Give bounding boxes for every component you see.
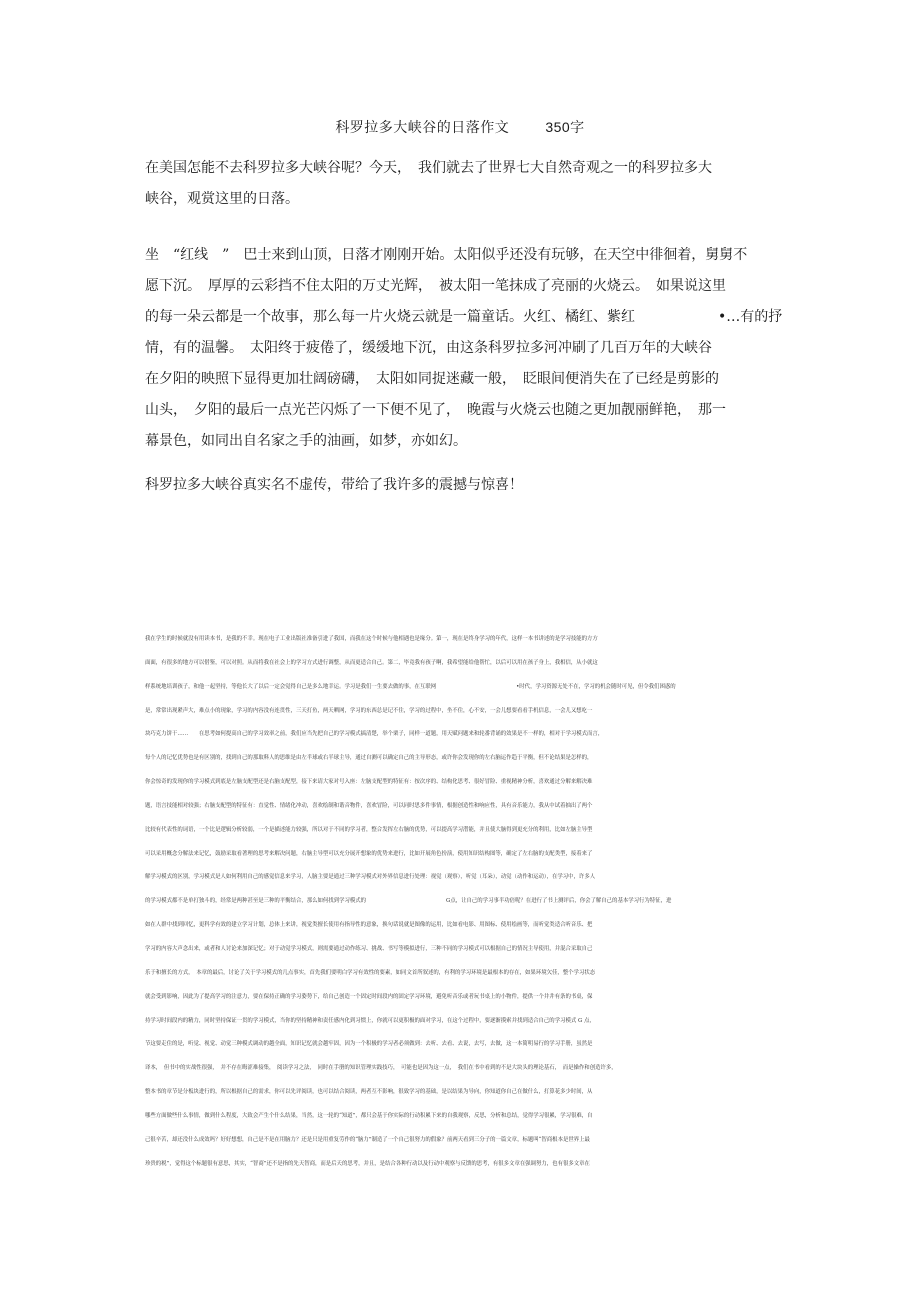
fine-line: 学习的内容大声念出来，或者和人讨论来加深记忆；对于动觉学习模式，则需要通过动作练习、挑战、书写等模拟进行，三种不同的学习模式可以根据自己的情况主导使用，并混合采取自己 xyxy=(145,945,593,952)
fine-line: 己很辛苦，却还没什么成效吗？好好想想，自己是不是在用脑力？还是只是用重复劳作的“脑力”制造了一个自己很努力的假象？前两天看到三分子的一篇文章，标题叫“智商根本是世界上最 xyxy=(145,1136,590,1143)
essay-line: 在夕阳的映照下显得更加壮阔磅礴， 太阳如同捉迷藏一般， 眨眼间便消失在了已经是剪影的 xyxy=(145,371,719,387)
essay-line-with-tail xyxy=(145,302,785,333)
essay-line: 愿下沉。 厚厚的云彩挡不住太阳的万丈光辉， 被太阳一笔抹成了亮丽的火烧云。 如果说这里 xyxy=(145,278,726,294)
fine-line: 解学习模式的区别，学习模式是人如何利用自己的感觉信息来学习，人脑主要是通过三种学习模式对外界信息进行处理：视觉（观察），听觉（耳朵），动觉（动作和运动），在学习中，许多人 xyxy=(145,874,596,881)
fine-line: 我在学生的时候就没有用读本书，是我的不幸。现在电子工业出版社准备引进了我国，而我在这个时候与他相遇也是缘分。第一，现在是终身学习的年代，这样一本书讲述的是学习技能的方方 xyxy=(145,636,598,642)
fine-line: 节这要走住的是，听觉、视觉、动觉三种模式调动的越全面，知识记忆就会越牢固，因为一个积极的学习者必须做到：去听、去看、去说，去写，去做，这一本简明易行的学习手册，虽然是 xyxy=(145,1041,593,1048)
essay-line: 科罗拉多大峡谷真实名不虚传，带给了我许多的震撼与惊喜！ xyxy=(145,477,523,493)
essay-line: 幕景色，如同出自名家之手的油画，如梦，亦如幻。 xyxy=(145,433,467,449)
fine-line: 译本， 但书中的实战性很强， 并不存在晦涩难接集， 阅读学习之法， 同时在手册的知识管理实践技巧， 可能也是因为这一点， 我们在书中看到的不是大块头的理论基石， 而是操作和创造许多， xyxy=(145,1065,617,1072)
fine-line-insert: •时代，学习资源无处不在，学习的机会随时可见，但令我们困惑的 xyxy=(516,683,676,690)
fine-line xyxy=(145,890,745,914)
fine-line: 你会惊奇的发现你的学习模式到底是左脑支配型还是右脑支配型，接下来请大家对号入座：左脑支配型的特征有：按次序的、结构化思考、很好冒险、重视精神分析，喜欢通过分解来解决难 xyxy=(145,779,593,786)
fine-line-insert: G点，让自己的学习事半功倍呢？在进行了书上测评后，你会了解自己的基本学习行为特征，进 xyxy=(446,898,672,905)
fine-line: 块巧克力饼干…… 在思考如何提高自己的学习效率之前，我们应当先把自己的学习模式搞清楚，举个栗子，同样一道题，用天赋问题来和轮番背诵的效果是不一样的，相对于学习模式而言， xyxy=(145,731,604,738)
essay-line-tail: •…有的抒 xyxy=(718,309,783,325)
essay-line: 坐 “红线 ” 巴士来到山顶，日落才刚刚开始。太阳似乎还没有玩够，在天空中徘徊着，舅舅不 xyxy=(145,247,748,263)
fine-line: 乐于和擅长的方式， 本章的最后，讨论了关于学习模式的几点事实，首先我们要明白学习有效性的要素，如同文首所叙述的，有利的学习环境是最根本的存在，如果环境欠佳，整个学习状态 xyxy=(145,969,596,976)
fine-line xyxy=(145,676,745,700)
fine-line: 就会受到影响，因此为了提高学习的注意力，要在保持正确的学习姿势下，给自己创造一个固定时间段内的固定学习环境，避免听音乐或者玩书桌上的小物件，提供一个井井有条的书桌，保 xyxy=(145,993,593,1000)
essay-paragraph-2 xyxy=(145,240,785,457)
fine-line: 哪些方面做些什么事情，做到什么程度，大致会产生个什么结果，当然，这一轮的“知道”，都只会基于你实际的行动积累下来的自我观察，反思，分析和总结，觉得学习很累，学习很难，自 xyxy=(145,1112,593,1119)
essay-paragraph-3 xyxy=(145,470,785,501)
fine-line: 如在人群中找到回忆，更科学有效的建立学习计划，总体上来讲，视觉类擅长使用有指导性的意象，换句话说就是图像的运用，比如看电影、用图标、使用绘画等，而听觉类适合听音乐、把 xyxy=(145,922,593,929)
fine-line: 持学习时间段内的精力，同时坚持保证一贯的学习模式，当你的坚持精神和责任感内化到习惯上，你就可以更积极的面对学习，在这个过程中，要逐渐摸索并找到适合自己的学习模式 G 点， xyxy=(145,1017,595,1024)
essay-line-text: 的每一朵云都是一个故事，那么每一片火烧云就是一篇童话。火红、橘红、紫红 xyxy=(145,309,635,325)
fine-line-text: 的学习模式都不是单打独斗的，经常是两种甚至是三种的平衡结合，那么如何找到学习模式的 xyxy=(145,898,367,905)
essay-line: 情，有的温馨。 太阳终于疲倦了，缓缓地下沉，由这条科罗拉多河冲刷了几百万年的大峡谷 xyxy=(145,340,712,356)
title-text: 科罗拉多大峡谷的日落作文 xyxy=(335,120,510,136)
word-count: 350字 xyxy=(545,119,585,135)
fine-line: 每个人的记忆优势也是有区别的，找到自己的那取料人的思维是由左半球或右半球主导，通过自测可以确定自己的主导形态，或许你会发现你的左右脑运作趋于平衡，但不论结果是怎样的， xyxy=(145,755,593,762)
essay-line: 峡谷，观赏这里的日落。 xyxy=(145,191,299,207)
fine-line: 面面，有很多的地方可以借鉴，可以对照。从而将我在社会上的学习方式进行调整，从而更适合自己。第二，毕竟我有孩子啊，我希望能给他帮忙，以后可以用在孩子身上，我相信，从小就这 xyxy=(145,659,598,666)
page-title xyxy=(0,117,920,137)
fine-line: 可以采用概念分解法来记忆，鼓励采取看著理的思考来解决问题，右脑主导型可以充分展开想象的优势来进行，比如开展角色扮演，使用知识结构图等，确定了左右脑的支配类型，接着来了 xyxy=(145,850,593,857)
fine-line: 整本书的章节是分板块进行的，所以根据自己的需求，你可以先评阅读，也可以结合阅读，两者互不影响，很致学习的基础，是以结果为导向，你知道你自己在做什么，打算花多少时间，从 xyxy=(145,1089,593,1096)
essay-paragraph-1 xyxy=(145,153,785,215)
fine-line: 珍贵的税”，觉得这个标题很有意思，其实，“智商”还不是指的先天智商，而是后天的思考，并且，是结合各种行动以及行动中观察与反馈的思考，有很多文章在强调努力，也有很多文章在 xyxy=(145,1160,590,1167)
fine-print-block xyxy=(145,628,745,1176)
fine-line: 是，常常出现紧声大，难点小的现象，学习的内容没有连贯性，三天打鱼，两天晒网，学习的东西总是记不住，学习的过程中，坐不住，心不安，一会儿想要看看手机信息，一会儿又想吃一 xyxy=(145,707,593,714)
essay-line: 在美国怎能不去科罗拉多大峡谷呢？今天， 我们就去了世界七大自然奇观之一的科罗拉多大 xyxy=(145,160,712,176)
fine-line: 比较有代表性的词语，一个比是逻辑分析较弱，一个是描述能力较强，所以对于不同的学习者，整合发挥左右脑的优势，可以提高学习潜能，并且使大脑得到更充分的利用，比如左脑主导型 xyxy=(145,826,593,833)
fine-line: 题，语言技能相对较强；右脑支配型的特征有：直觉性、情绪化冲动，喜欢绘制和谐音物件，喜欢冒险，可以同时思多件事情，根据创造性和响应性，具有音乐能力，我从中试着抽出了两个 xyxy=(145,802,593,809)
essay-line: 山头， 夕阳的最后一点光芒闪烁了一下便不见了， 晚霞与火烧云也随之更加靓丽鲜艳， 那一 xyxy=(145,402,726,418)
fine-line-text: 样系统地培训孩子，和他一起坚持，等他长大了以后一定会觉得自己是多么地幸运。学习是我们一生要去做的事，在互联网 xyxy=(145,683,437,690)
